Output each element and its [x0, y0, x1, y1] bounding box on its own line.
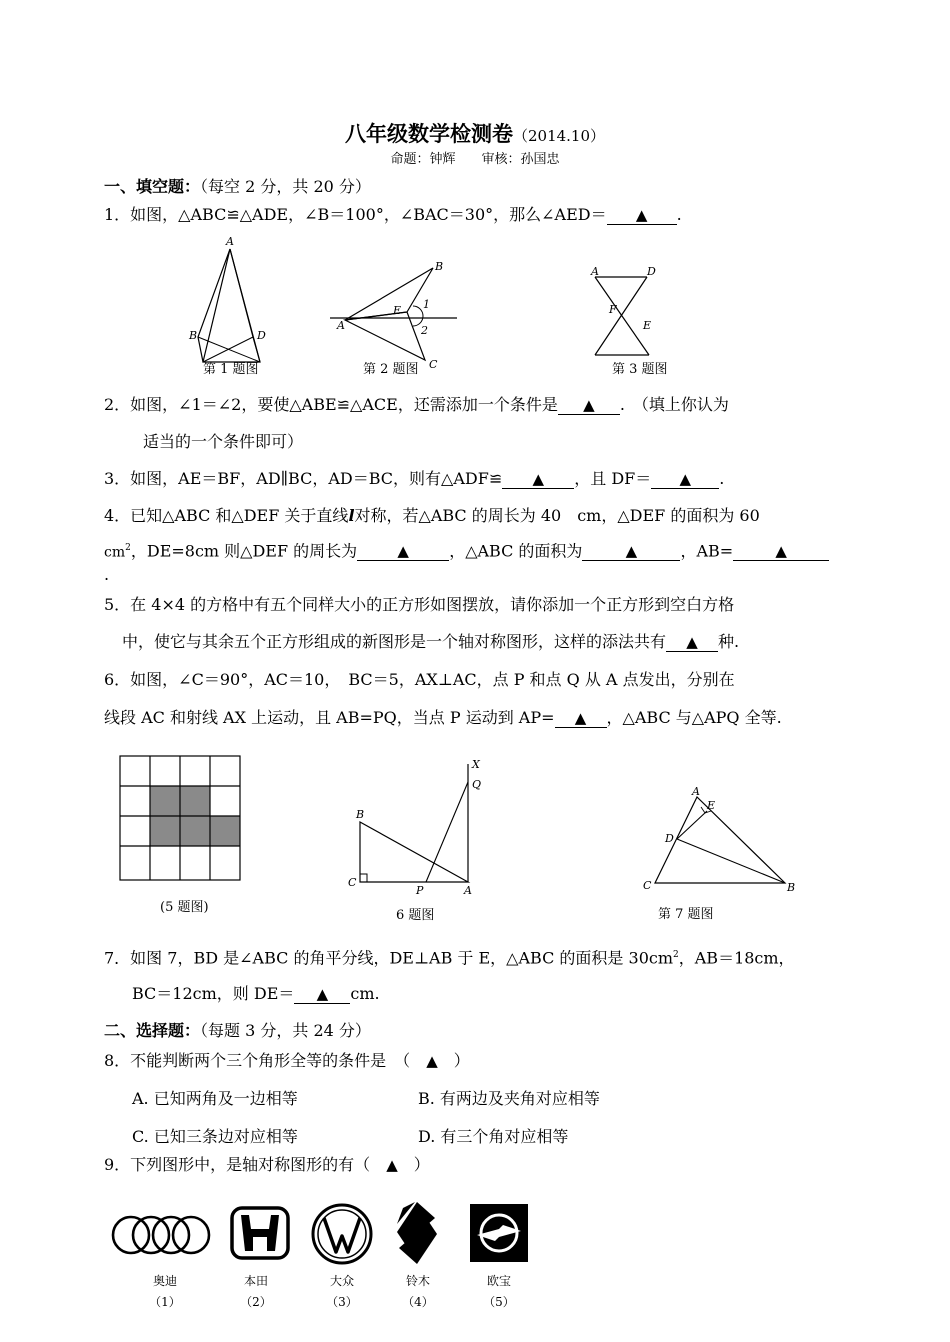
- q7-line1b: ，AB＝18cm，: [678, 948, 795, 968]
- question-6-line2: [104, 708, 782, 728]
- q3-end: .: [719, 469, 725, 488]
- fig7-label-c: C: [643, 879, 652, 892]
- logo-4-name: 铃木: [405, 1274, 430, 1288]
- logo-5-number: （5）: [483, 1295, 515, 1309]
- fig2-label-c: C: [429, 358, 438, 368]
- q4-answer-blank-1[interactable]: [357, 542, 449, 561]
- q5-end: 种.: [718, 632, 740, 651]
- q3-mid: ，且 DF＝: [574, 469, 652, 488]
- answer-triangle-icon: ▲: [397, 542, 409, 561]
- answer-triangle-icon: ▲: [583, 396, 595, 414]
- page-title: [0, 118, 950, 148]
- q4-end: .: [104, 565, 110, 584]
- fig6-caption: 6 题图: [396, 908, 435, 923]
- figure-5-grid: [118, 754, 242, 882]
- section1-title: 一、填空题：: [104, 177, 201, 196]
- q9-text: 9．下列图形中，是轴对称图形的有（: [104, 1155, 371, 1174]
- audi-logo-icon: [110, 1210, 214, 1260]
- q2-text: 2．如图，∠1＝∠2，要使△ABE≌△ACE，还需添加一个条件是: [104, 395, 558, 414]
- fig2-label-2: 2: [421, 324, 428, 337]
- question-5: 5．在 4×4 的方格中有五个同样大小的正方形如图摆放，请你添加一个正方形到空白方格: [104, 595, 735, 614]
- q9-answer-mark[interactable]: ▲: [386, 1156, 398, 1174]
- figure-6: [340, 756, 490, 896]
- fig7-caption: 第 7 题图: [658, 907, 714, 922]
- q5-answer-blank[interactable]: [666, 633, 718, 652]
- fig1-label-b: B: [189, 329, 198, 342]
- answer-triangle-icon: ▲: [686, 633, 698, 651]
- logo-1-name: 奥迪: [152, 1274, 177, 1288]
- figure-7: [635, 783, 805, 895]
- question-8: [104, 1051, 470, 1071]
- figure-2: [325, 258, 465, 368]
- q7-line2: BC＝12cm，则 DE＝: [132, 984, 295, 1003]
- title-date: （2014.10）: [512, 127, 606, 145]
- q1-text: 1．如图，△ABC≌△ADE，∠B＝100°，∠BAC＝30°，那么∠AED＝: [104, 205, 607, 224]
- q3-answer-blank-2[interactable]: [651, 470, 719, 489]
- section1-note: （每空 2 分，共 20 分）: [200, 177, 371, 196]
- question-2: [104, 395, 729, 415]
- q3-answer-blank-1[interactable]: [502, 470, 574, 489]
- answer-triangle-icon: ▲: [635, 206, 648, 224]
- q4-sup: 2: [125, 543, 131, 553]
- fig7-label-d: D: [665, 832, 674, 845]
- q4-answer-blank-3[interactable]: [733, 542, 829, 561]
- q7-sup: 2: [673, 950, 679, 960]
- q2-line2: 适当的一个条件即可）: [143, 432, 304, 451]
- q7-answer-blank[interactable]: [294, 985, 350, 1004]
- question-7: [104, 945, 795, 968]
- fig3-label-d: D: [647, 265, 656, 278]
- fig6-label-b: B: [356, 808, 365, 821]
- fig3-caption: 第 3 题图: [612, 362, 668, 377]
- suzuki-logo-icon: [393, 1200, 441, 1266]
- q6-end: ，△ABC 与△APQ 全等.: [606, 708, 782, 727]
- q4-line2a: ，DE=8cm 则△DEF 的周长为: [130, 541, 358, 561]
- section2-heading: [104, 1021, 371, 1041]
- fig6-label-c: C: [348, 876, 357, 889]
- q4-line-l: l: [348, 506, 355, 525]
- fig2-label-a: A: [337, 319, 345, 332]
- q4-line1b: 对称，若△ABC 的周长为 40 cm，△DEF 的面积为 60: [354, 506, 760, 525]
- fig2-label-e: E: [393, 304, 402, 317]
- q4-answer-blank-2[interactable]: [582, 542, 680, 561]
- section2-title: 二、选择题：: [104, 1021, 201, 1040]
- logo-3-number: （3）: [326, 1295, 358, 1309]
- fig2-caption: 第 2 题图: [363, 362, 419, 377]
- volkswagen-logo-icon: [310, 1202, 374, 1266]
- fig6-label-p: P: [416, 884, 424, 896]
- q2-tail: . （填上你认为: [619, 395, 729, 414]
- answer-triangle-icon: ▲: [679, 470, 692, 488]
- q8-option-b[interactable]: B. 有两边及夹角对应相等: [418, 1089, 600, 1108]
- section1-heading: [104, 177, 371, 197]
- fig1-caption: 第 1 题图: [203, 362, 259, 377]
- fig7-label-b: B: [787, 881, 796, 894]
- q1-end: .: [676, 205, 682, 224]
- fig3-label-e: E: [643, 319, 652, 332]
- q6-line2: 线段 AC 和射线 AX 上运动，且 AB=PQ，当点 P 运动到 AP=: [104, 708, 555, 727]
- answer-triangle-icon: ▲: [532, 470, 544, 488]
- fig7-label-e: E: [707, 799, 716, 812]
- answer-triangle-icon: ▲: [574, 709, 587, 727]
- fig1-label-a: A: [226, 235, 234, 248]
- q3-text: 3．如图，AE＝BF，AD∥BC，AD＝BC，则有△ADF≌: [104, 469, 503, 488]
- figure-1: [185, 235, 280, 375]
- logo-2-name: 本田: [243, 1274, 268, 1288]
- fig2-label-1: 1: [423, 298, 430, 311]
- answer-triangle-icon: ▲: [316, 985, 329, 1003]
- q4-line2b: ，△ABC 的面积为: [449, 541, 583, 561]
- q8-option-a[interactable]: A. 已知两角及一边相等: [132, 1089, 298, 1108]
- q8-text: 8．不能判断两个三个角形全等的条件是 （: [104, 1051, 411, 1070]
- section2-note: （每题 3 分，共 24 分）: [200, 1021, 371, 1040]
- fig1-label-d: D: [257, 329, 266, 342]
- question-7-line2: [132, 984, 380, 1004]
- question-1: [104, 205, 682, 225]
- opel-logo-icon: [469, 1203, 529, 1263]
- authors: 命题：钟辉 审核：孙国忠: [390, 152, 560, 167]
- question-5-line2: [122, 632, 739, 652]
- fig3-label-a: A: [591, 265, 599, 278]
- logo-4-number: （4）: [402, 1295, 434, 1309]
- fig2-label-b: B: [435, 260, 444, 273]
- fig6-label-x: X: [472, 758, 480, 771]
- answer-triangle-icon: ▲: [625, 542, 638, 561]
- question-6: 6．如图，∠C＝90°，AC＝10， BC＝5，AX⊥AC，点 P 和点 Q 从 A 点发出，分别在: [104, 670, 735, 689]
- q4-line1: 4．已知△ABC 和△DEF 关于直线: [104, 506, 349, 525]
- q4-line2c: ，AB=: [680, 541, 734, 561]
- question-4: [104, 506, 760, 526]
- question-4-line2: [104, 538, 829, 562]
- q9-close: ）: [413, 1155, 430, 1174]
- question-9: [104, 1155, 430, 1175]
- q7-line1: 7．如图 7，BD 是∠ABC 的角平分线，DE⊥AB 于 E，△ABC 的面积是 30cm: [104, 948, 674, 968]
- honda-logo-icon: [229, 1205, 291, 1261]
- logo-5-name: 欧宝: [486, 1274, 511, 1288]
- fig5-caption: (5 题图): [160, 900, 209, 915]
- title-text: 八年级数学检测卷: [344, 121, 513, 146]
- fig7-label-a: A: [692, 785, 700, 798]
- q5-line2: 中，使它与其余五个正方形组成的新图形是一个轴对称图形，这样的添法共有: [122, 632, 667, 651]
- q4-cm: cm: [104, 544, 126, 561]
- answer-triangle-icon: ▲: [775, 542, 787, 561]
- logo-2-number: （2）: [240, 1295, 272, 1309]
- figure-3: [585, 265, 675, 370]
- q1-answer-blank[interactable]: [607, 206, 677, 225]
- logo-3-name: 大众: [329, 1274, 354, 1288]
- fig3-label-f: F: [609, 303, 617, 316]
- question-3: [104, 469, 724, 489]
- q8-answer-mark[interactable]: ▲: [426, 1052, 438, 1070]
- q8-close: ）: [453, 1051, 470, 1070]
- logo-1-number: （1）: [149, 1295, 181, 1309]
- fig6-label-q: Q: [472, 778, 482, 791]
- q2-answer-blank[interactable]: [558, 396, 620, 415]
- q7-end: cm.: [350, 984, 380, 1003]
- fig6-label-a: A: [464, 884, 472, 896]
- q6-answer-blank[interactable]: [555, 709, 607, 728]
- q8-option-c[interactable]: C. 已知三条边对应相等: [132, 1127, 298, 1146]
- q8-option-d[interactable]: D. 有三个角对应相等: [418, 1127, 569, 1146]
